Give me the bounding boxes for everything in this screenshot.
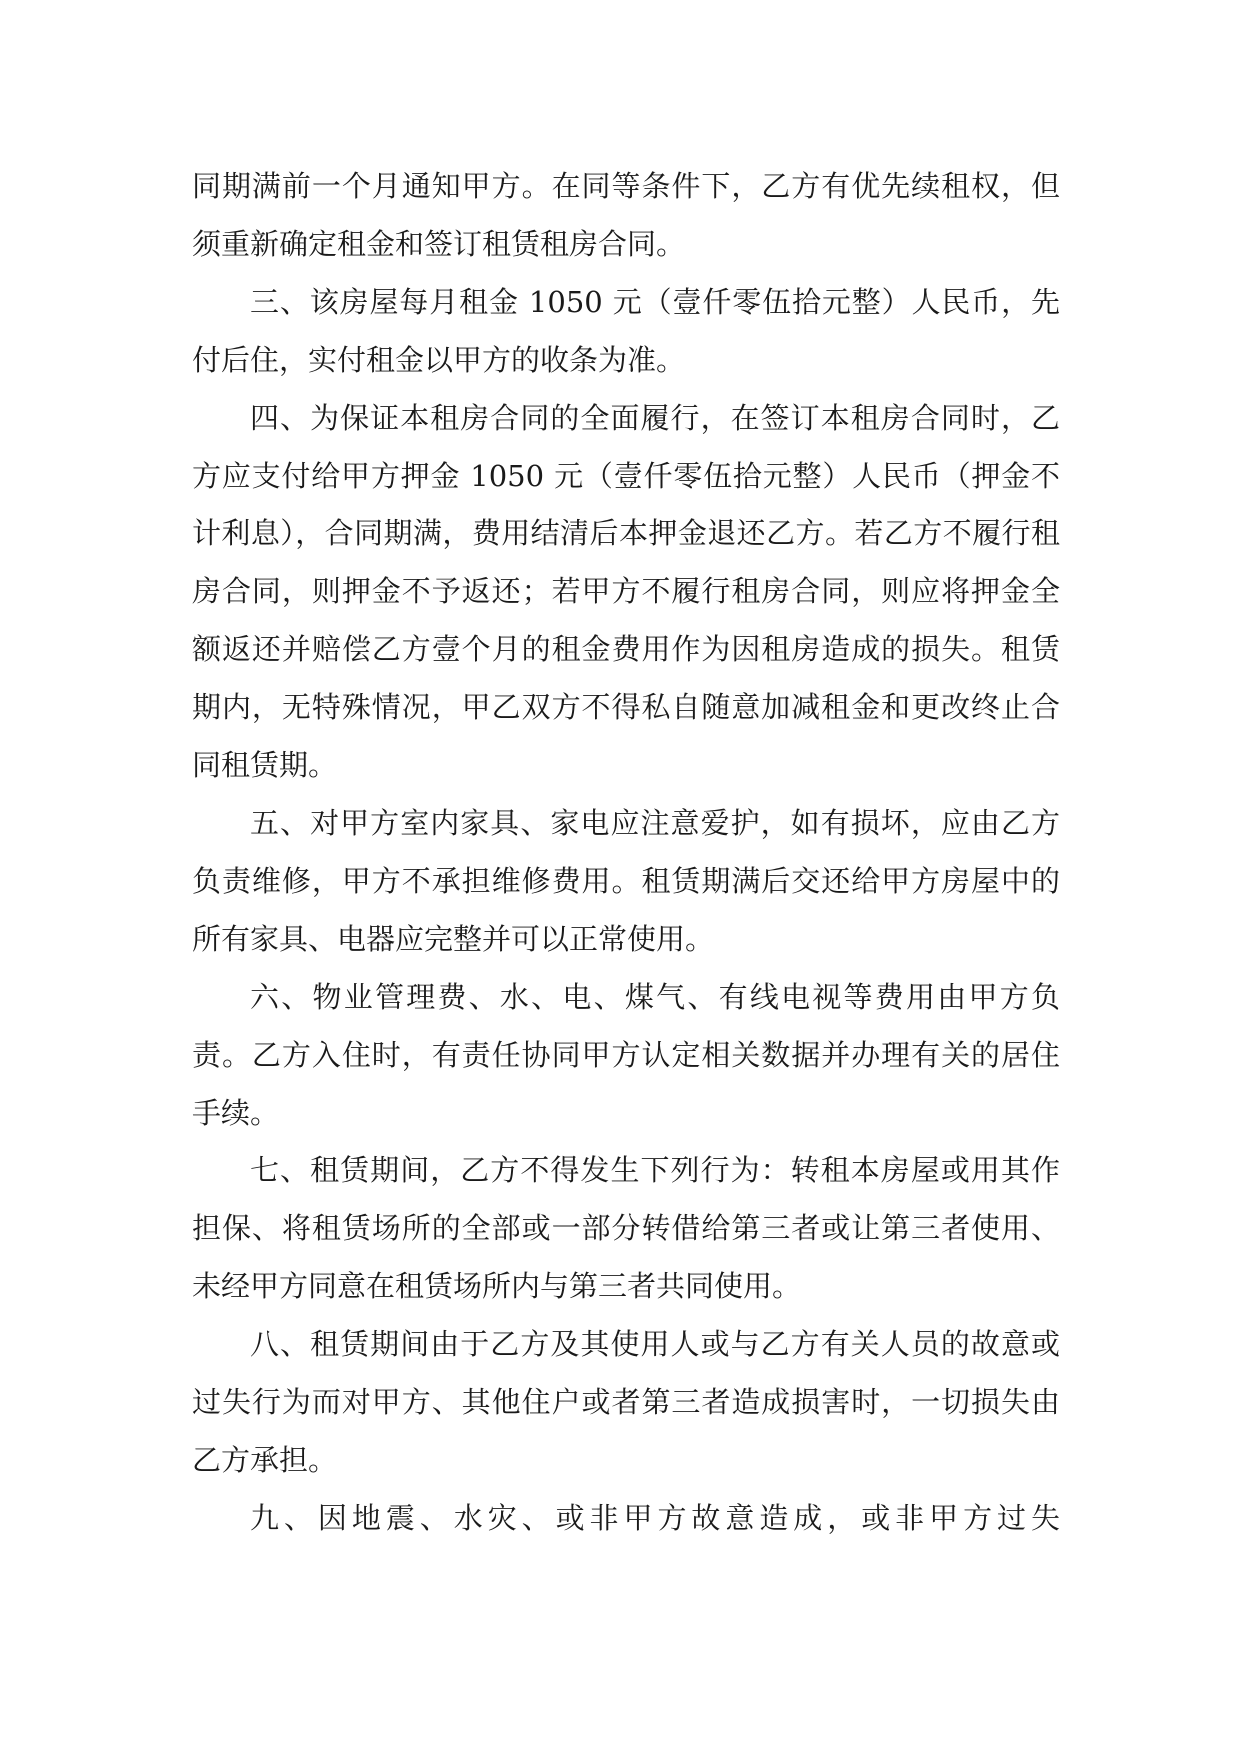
paragraph-clause-8: 八、租赁期间由于乙方及其使用人或与乙方有关人员的故意或过失行为而对甲方、其他住户或者第三者造成损害时，一切损失由乙方承担。 xyxy=(192,1327,1060,1477)
paragraph-clause-3: 三、该房屋每月租金 1050 元（壹仟零伍拾元整）人民币，先付后住，实付租金以甲方的收条为准。 xyxy=(192,284,1060,377)
paragraph-clause-6: 六、物业管理费、水、电、煤气、有线电视等费用由甲方负责。乙方入住时，有责任协同甲方认定相关数据并办理有关的居住手续。 xyxy=(192,979,1060,1130)
paragraph-continued: 同期满前一个月通知甲方。在同等条件下，乙方有优先续租权，但须重新确定租金和签订租赁租房合同。 xyxy=(192,169,1060,261)
paragraph-clause-9: 九、因地震、水灾、或非甲方故意造成，或非甲方过失 xyxy=(250,1500,1060,1535)
paragraph-clause-7: 七、租赁期间，乙方不得发生下列行为：转租本房屋或用其作担保、将租赁场所的全部或一部分转借给第三者或让第三者使用、未经甲方同意在租赁场所内与第三者共同使用。 xyxy=(192,1153,1060,1304)
document-body xyxy=(192,158,1060,1548)
paragraph-clause-4: 四、为保证本租房合同的全面履行，在签订本租房合同时，乙方应支付给甲方押金 1050 元（壹仟零伍拾元整）人民币（押金不计利息），合同期满，费用结清后本押金退还乙方。若乙方不履行租房合同，则押金不予返还；若甲方不履行租房合同，则应将押金全额返还并赔偿乙方壹个月的租金费用作为因租房造成的损失。租赁期内，无特殊情况，甲乙双方不得私自随意加减租金和更改终止合同租赁期。 xyxy=(192,400,1060,783)
paragraph-clause-5: 五、对甲方室内家具、家电应注意爱护，如有损坏，应由乙方负责维修，甲方不承担维修费用。租赁期满后交还给甲方房屋中的所有家具、电器应完整并可以正常使用。 xyxy=(192,805,1060,956)
